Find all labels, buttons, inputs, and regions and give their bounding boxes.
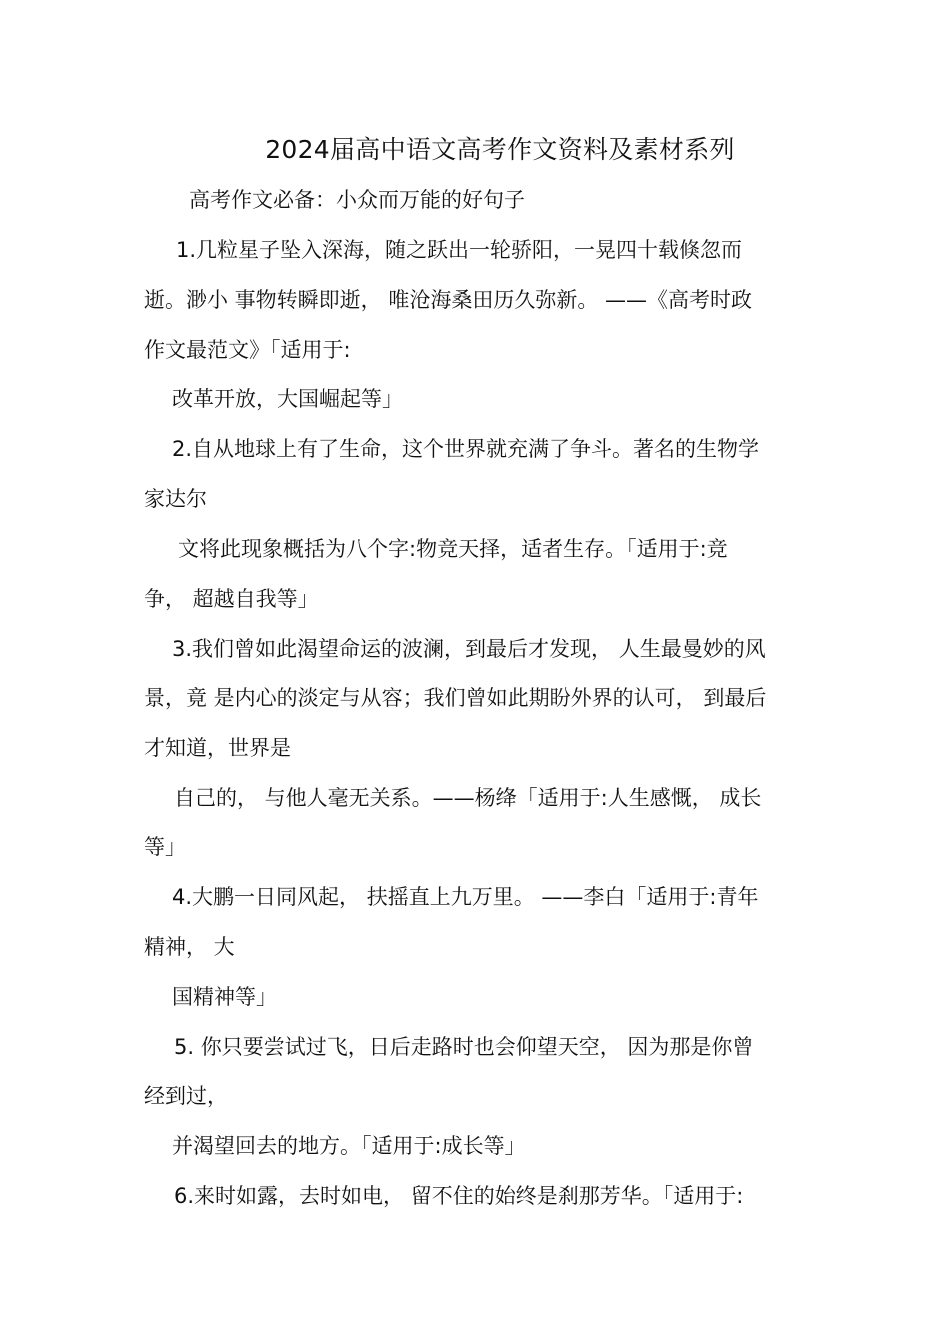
text-line: 5. 你只要尝试过飞，日后走路时也会仰望天空， 因为那是你曾 (174, 1035, 754, 1059)
text-line: 精神， 大 (144, 935, 235, 959)
subtitle-line: 高考作文必备：小众而万能的好句子 (189, 188, 525, 212)
text-line: 争， 超越自我等」 (144, 587, 319, 611)
text-line: 作文最范文》「适用于: (144, 338, 351, 362)
text-line: 自己的， 与他人毫无关系。——杨绛「适用于:人生感慨， 成长 (174, 786, 762, 810)
text-line: 文将此现象概括为八个字:物竞天择，适者生存。「适用于:竞 (178, 537, 728, 561)
text-line: 1.几粒星子坠入深海，随之跃出一轮骄阳，一晃四十载倏忽而 (176, 238, 743, 262)
text-line: 经到过， (144, 1084, 228, 1108)
text-line: 国精神等」 (172, 985, 277, 1009)
text-line: 景，竟 是内心的淡定与从容；我们曾如此期盼外界的认可， 到最后 (144, 686, 767, 710)
text-line: 才知道，世界是 (144, 736, 291, 760)
text-line: 6.来时如露，去时如电， 留不住的始终是刹那芳华。「适用于: (174, 1184, 744, 1208)
text-line: 改革开放，大国崛起等」 (172, 387, 403, 411)
text-line: 家达尔 (144, 487, 207, 511)
text-line: 2.自从地球上有了生命，这个世界就充满了争斗。著名的生物学 (172, 437, 760, 461)
text-line: 并渴望回去的地方。「适用于:成长等」 (172, 1134, 526, 1158)
document-title: 2024届高中语文高考作文资料及素材系列 (265, 135, 735, 164)
text-line: 4.大鹏一日同风起， 扶摇直上九万里。 ——李白「适用于:青年 (172, 885, 759, 909)
text-line: 3.我们曾如此渴望命运的波澜，到最后才发现， 人生最曼妙的风 (172, 637, 766, 661)
text-line: 等」 (144, 835, 186, 859)
text-line: 逝。渺小 事物转瞬即逝， 唯沧海桑田历久弥新。 ——《高考时政 (144, 288, 753, 312)
